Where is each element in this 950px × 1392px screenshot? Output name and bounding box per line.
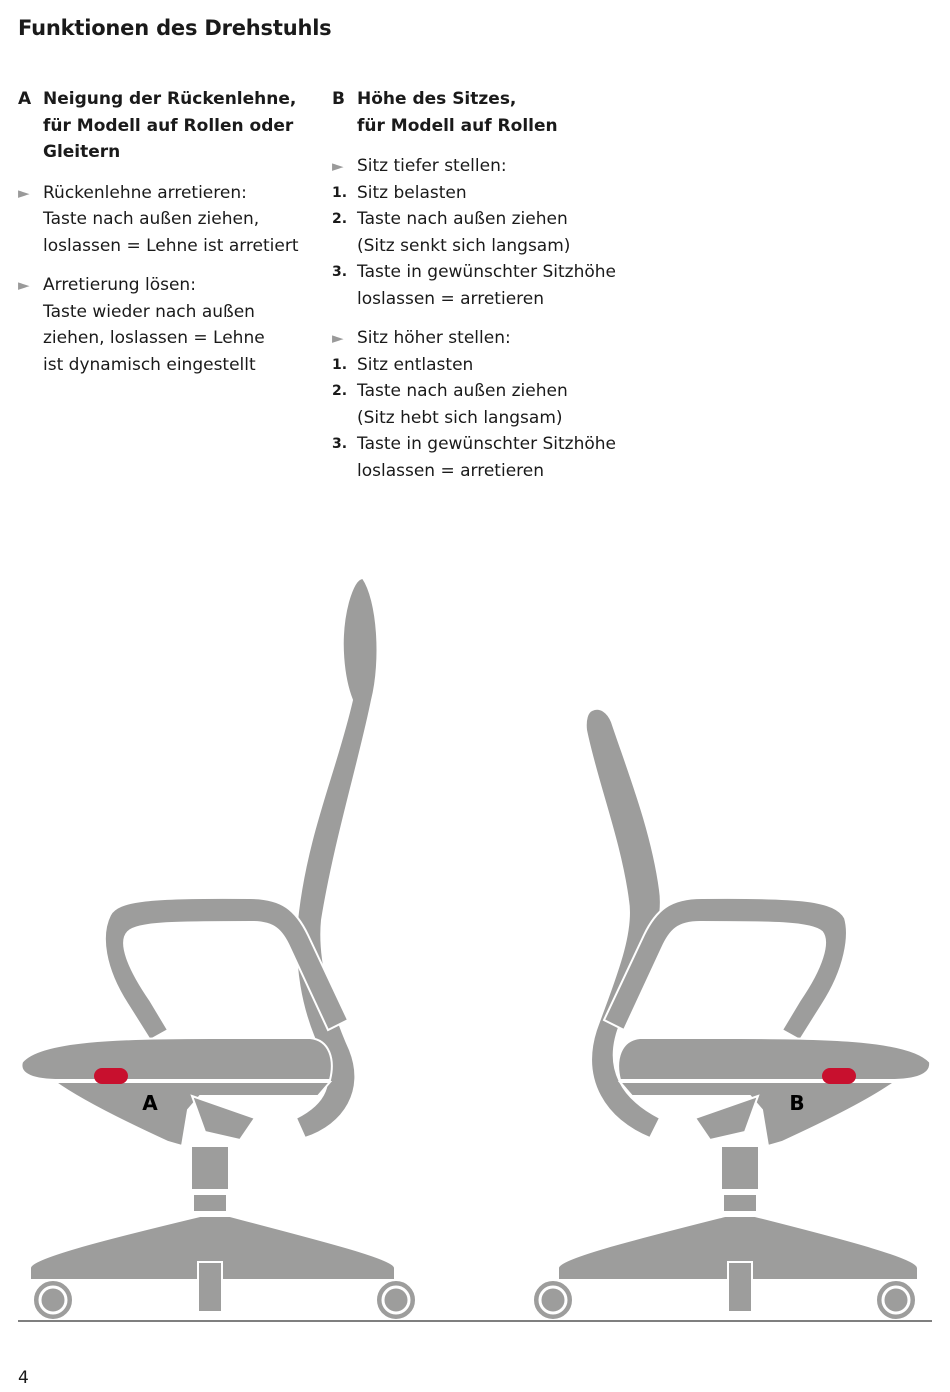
arrow-right-icon: ► (332, 329, 344, 347)
item-line: ist dynamisch eingestellt (43, 354, 256, 375)
step (332, 206, 662, 259)
heading-line: Neigung der Rückenlehne, (43, 89, 297, 109)
label-a: A (142, 1091, 158, 1115)
arrow-right-icon: ► (18, 276, 30, 294)
lever-a (94, 1068, 128, 1084)
step (332, 378, 662, 431)
heading-line: für Modell auf Rollen oder (43, 115, 294, 136)
step-number: 2. (332, 383, 348, 399)
step-line: (Sitz senkt sich langsam) (357, 235, 571, 256)
arrow-right-icon: ► (332, 157, 344, 175)
step-number: 1. (332, 184, 348, 201)
section-a (18, 86, 308, 391)
step-line: loslassen = arretieren (357, 460, 544, 481)
lever-b (822, 1068, 856, 1084)
step-line: Taste nach außen ziehen (357, 209, 568, 229)
chair-b (533, 709, 930, 1320)
item-line: loslassen = Lehne ist arretiert (43, 235, 299, 256)
item-line: Rückenlehne arretieren: (43, 182, 247, 203)
step (332, 180, 662, 207)
section-a-letter: A (18, 89, 32, 109)
heading-line: Höhe des Sitzes, (357, 89, 517, 109)
section-b-letter: B (332, 89, 345, 109)
step-line: Sitz entlasten (357, 354, 474, 375)
group-label: Sitz tiefer stellen: (357, 156, 507, 176)
step (332, 352, 662, 379)
section-b-heading (332, 86, 662, 139)
item-line: Arretierung lösen: (43, 275, 196, 295)
heading-line: Gleitern (43, 142, 121, 162)
section-b (332, 86, 662, 497)
step-number: 3. (332, 264, 348, 280)
page-title: Funktionen des Drehstuhls (18, 16, 332, 40)
item-line: Taste wieder nach außen (43, 301, 255, 322)
section-a-heading (18, 86, 308, 166)
chair-a (21, 578, 416, 1320)
step-number: 3. (332, 436, 348, 452)
item-line: ziehen, loslassen = Lehne (43, 328, 265, 348)
step-line: (Sitz hebt sich langsam) (357, 407, 563, 428)
item-line: Taste nach außen ziehen, (43, 209, 260, 229)
instruction-group-lower (332, 153, 662, 312)
step-line: Taste in gewünschter Sitzhöhe (357, 434, 616, 454)
instruction-group-higher (332, 325, 662, 484)
step-number: 2. (332, 211, 348, 227)
instruction-item (18, 272, 308, 378)
arrow-right-icon: ► (18, 183, 30, 202)
step (332, 431, 662, 484)
step-line: Sitz belasten (357, 182, 467, 203)
heading-line: für Modell auf Rollen (357, 115, 558, 136)
step-line: Taste in gewünschter Sitzhöhe (357, 262, 616, 282)
group-label: Sitz höher stellen: (357, 328, 511, 348)
chair-illustration (0, 560, 950, 1360)
step-line: Taste nach außen ziehen (357, 381, 568, 401)
page-number: 4 (18, 1368, 29, 1388)
step (332, 259, 662, 312)
step-line: loslassen = arretieren (357, 288, 544, 309)
label-b: B (789, 1091, 805, 1115)
instruction-item (18, 180, 308, 260)
step-number: 1. (332, 356, 348, 373)
